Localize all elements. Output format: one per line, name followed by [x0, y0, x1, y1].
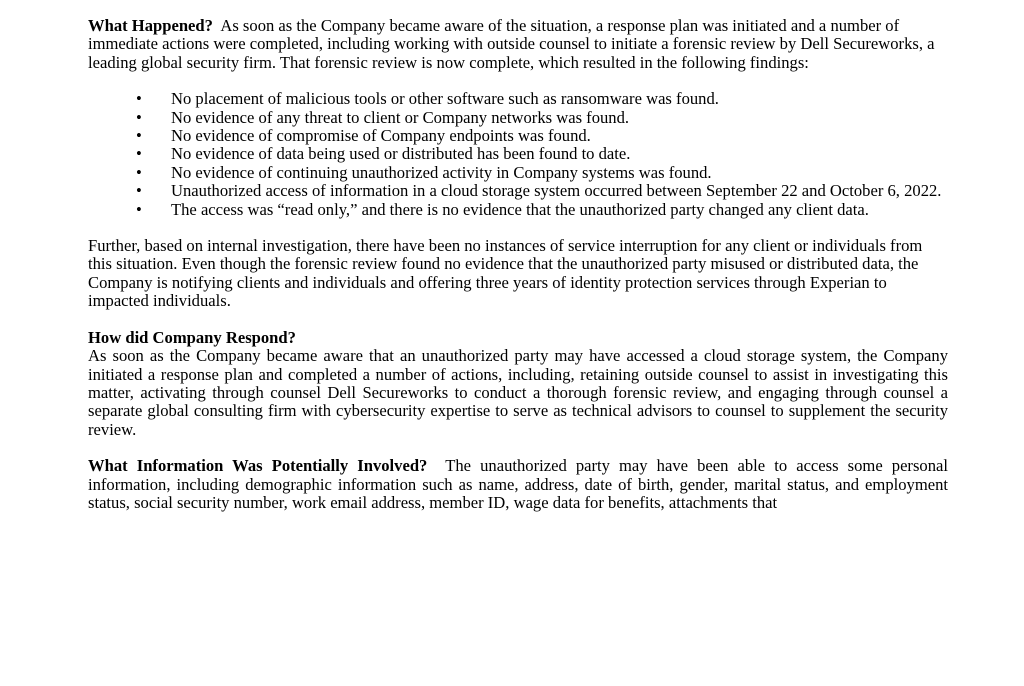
finding-text: No evidence of any threat to client or Company networks was found.	[171, 107, 630, 127]
list-item	[88, 201, 948, 219]
finding-text: No placement of malicious tools or other software such as ransomware was found.	[171, 89, 719, 109]
finding-text: The access was “read only,” and there is no evidence that the unauthorized party changed any client data.	[171, 199, 869, 219]
list-item	[88, 182, 948, 200]
list-item	[88, 90, 948, 108]
information-involved-heading: What Information Was Potentially Involved?	[88, 456, 428, 476]
what-happened-paragraph	[88, 17, 948, 72]
what-happened-heading: What Happened?	[88, 16, 213, 35]
spacer	[88, 311, 948, 329]
bullet-icon: •	[136, 199, 142, 219]
bullet-icon: •	[136, 126, 142, 146]
information-involved-paragraph	[88, 457, 948, 512]
spacer	[88, 439, 948, 457]
finding-text: No evidence of continuing unauthorized activity in Company systems was found.	[171, 162, 712, 182]
finding-text: No evidence of compromise of Company endpoints was found.	[171, 126, 591, 146]
information-involved-body: The unauthorized party may have been able to access some personal information, including demographic information such as name, address, date of birth, gender, marital status, and employment status, social security number, work email address, member ID, wage data for benefits, attachments that	[88, 456, 948, 512]
bullet-icon: •	[136, 144, 142, 164]
finding-text: Unauthorized access of information in a cloud storage system occurred between September 22 and October 6, 2022.	[171, 181, 942, 201]
company-respond-paragraph: As soon as the Company became aware that an unauthorized party may have accessed a cloud storage system, the Company initiated a response plan and completed a number of actions, including, retaining outside counsel to assist in investigating this matter, activating through counsel Dell Secureworks to conduct a thorough forensic review, and engaging through counsel a separate global consulting firm with cybersecurity expertise to serve as technical advisors to counsel to supplement the security review.	[88, 346, 948, 439]
spacer	[88, 219, 948, 237]
document-page	[88, 17, 948, 512]
finding-text: No evidence of data being used or distributed has been found to date.	[171, 144, 631, 164]
bullet-icon: •	[136, 89, 142, 109]
findings-list	[88, 90, 948, 219]
bullet-icon: •	[136, 162, 142, 182]
list-item	[88, 127, 948, 145]
bullet-icon: •	[136, 181, 142, 201]
list-item	[88, 164, 948, 182]
what-happened-intro: As soon as the Company became aware of the situation, a response plan was initiated and a number of immediate actions were completed, including working with outside counsel to initiate a forensic review by Dell Secureworks, a leading global security firm. That forensic review is now complete, which resulted in the following findings:	[88, 16, 935, 72]
list-item	[88, 145, 948, 163]
followup-paragraph: Further, based on internal investigation, there have been no instances of service interruption for any client or individuals from this situation. Even though the forensic review found no evidence that the unauthorized party misused or distributed data, the Company is notifying clients and individuals and offering three years of identity protection services through Experian to impacted individuals.	[88, 236, 923, 311]
list-item	[88, 109, 948, 127]
company-respond-heading: How did Company Respond?	[88, 327, 296, 347]
bullet-icon: •	[136, 107, 142, 127]
